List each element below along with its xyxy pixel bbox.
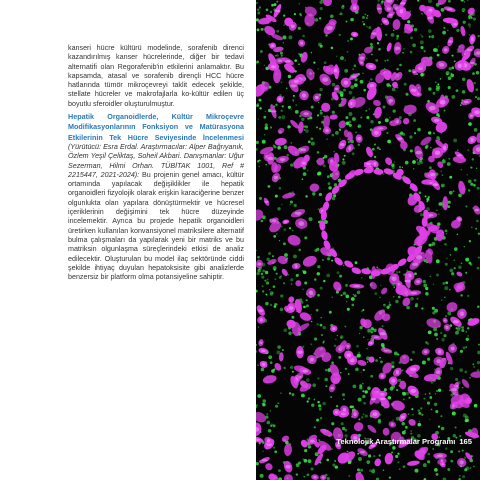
cell-fluorescence-image: [256, 0, 480, 480]
project-block: [68, 112, 244, 282]
page-footer: [296, 437, 472, 446]
publication-title: Teknolojik Araştırmalar Programı: [336, 437, 456, 446]
section-heading: Hepatik Organoidlerde, Kültür Mikroçevre Modifikasyonlarının Fonksiyon ve Matürasyona Etkilerinin Tek Hücre Seviyesinde İncelenmesi: [68, 112, 244, 142]
microscopy-image: [256, 0, 480, 480]
body-paragraph: Bu projenin genel amacı, kültür ortamında yapılacak değişiklikler ile hepatik organoidleri fizyolojik olarak erişkin karaciğerine benzer olgunlukta olan yapılara dönüştürmektir ve hücresel içeriklerinin değişimini tek hücre düzeyinde incelemektir. Ayrıca bu projede hepatik organoidleri üretirken kullanılan konvansiyonel matriksilere alternatif bulma çalışmaları da yapılarak yeni bir matriks ve bu matriksin olgunlaşma süreçlerindeki etkisi de analiz edilecektir. Oluşturulan bu model ilaç sektöründe ciddi şekilde ihtiyaç duyulan hepatoksisite gibi analizlerde benzersiz bir platform olma potansiyeline sahiptir.: [68, 170, 245, 282]
page-number: 165: [459, 437, 472, 446]
text-column: [68, 44, 244, 282]
intro-paragraph: kanseri hücre kültürü modelinde, sorafenib direnci kazandırılmış kanser hücrelerinde, diğer bir tedavi alternatifi olan Regorafenib'in etkilerini anlamaktır. Bu kapsamda, atasal ve sorafenib dirençli HCC hücre hatlarında tümör mikroçevreyi taklit edecek şekilde, stellate hücreler ve makrofajlarla ko-kültür edilen üç boyutlu sferoidler oluşturulmuştur.: [68, 44, 244, 108]
project-credits: (Yürütücü: Esra Erdal. Araştırmacılar: Alper Bağrıyanık, Özlem Yeşil Çeliktaş, Soheil Akbari. Danışmanlar: Uğur Sezerman, Hilmi Orhan. TÜBİTAK 1001, Ref # 2215447, 2021-2024):: [68, 142, 244, 179]
